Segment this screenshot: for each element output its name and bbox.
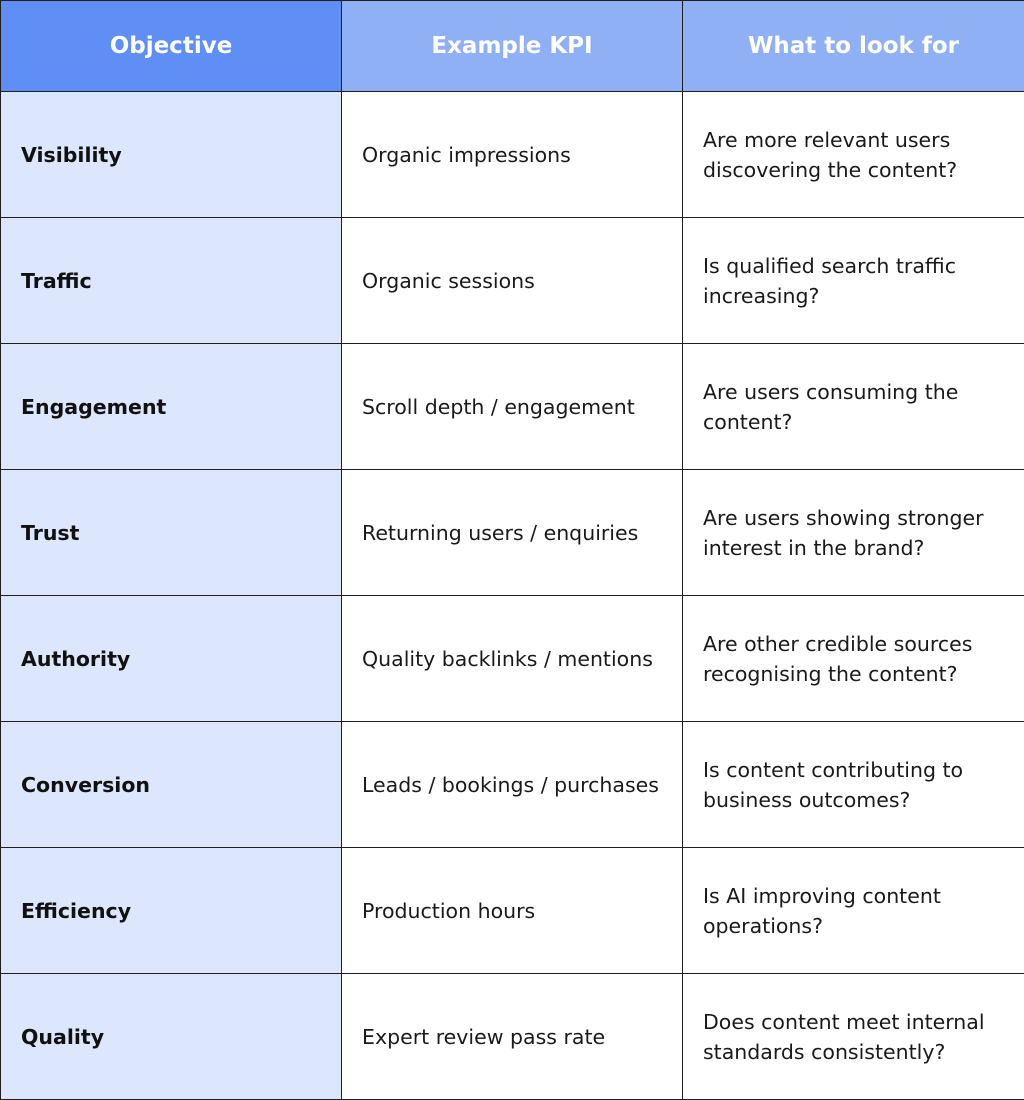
kpi-cell: Quality backlinks / mentions	[342, 596, 683, 722]
look-for-cell: Are other credible sources recognising the content?	[683, 596, 1024, 722]
table-row	[1, 848, 1024, 974]
look-for-cell: Are more relevant users discovering the content?	[683, 92, 1024, 218]
look-for-cell: Does content meet internal standards consistently?	[683, 974, 1024, 1100]
look-for-cell: Is content contributing to business outcomes?	[683, 722, 1024, 848]
header-objective: Objective	[1, 1, 342, 92]
look-for-cell: Are users showing stronger interest in the brand?	[683, 470, 1024, 596]
objective-cell: Efficiency	[1, 848, 342, 974]
table-row	[1, 974, 1024, 1100]
look-for-cell: Is qualified search traffic increasing?	[683, 218, 1024, 344]
table-row	[1, 470, 1024, 596]
table-row	[1, 92, 1024, 218]
look-for-cell: Are users consuming the content?	[683, 344, 1024, 470]
kpi-cell: Leads / bookings / purchases	[342, 722, 683, 848]
kpi-cell: Scroll depth / engagement	[342, 344, 683, 470]
table-row	[1, 596, 1024, 722]
objective-cell: Traffic	[1, 218, 342, 344]
kpi-cell: Expert review pass rate	[342, 974, 683, 1100]
kpi-cell: Organic impressions	[342, 92, 683, 218]
objective-cell: Visibility	[1, 92, 342, 218]
table-row	[1, 218, 1024, 344]
objective-cell: Engagement	[1, 344, 342, 470]
table-row	[1, 722, 1024, 848]
header-what-to-look-for: What to look for	[683, 1, 1024, 92]
table-header-row	[1, 1, 1024, 92]
look-for-cell: Is AI improving content operations?	[683, 848, 1024, 974]
header-example-kpi: Example KPI	[342, 1, 683, 92]
objective-cell: Conversion	[1, 722, 342, 848]
table-row	[1, 344, 1024, 470]
objective-cell: Authority	[1, 596, 342, 722]
kpi-cell: Organic sessions	[342, 218, 683, 344]
kpi-cell: Production hours	[342, 848, 683, 974]
objective-cell: Trust	[1, 470, 342, 596]
kpi-cell: Returning users / enquiries	[342, 470, 683, 596]
objective-cell: Quality	[1, 974, 342, 1100]
